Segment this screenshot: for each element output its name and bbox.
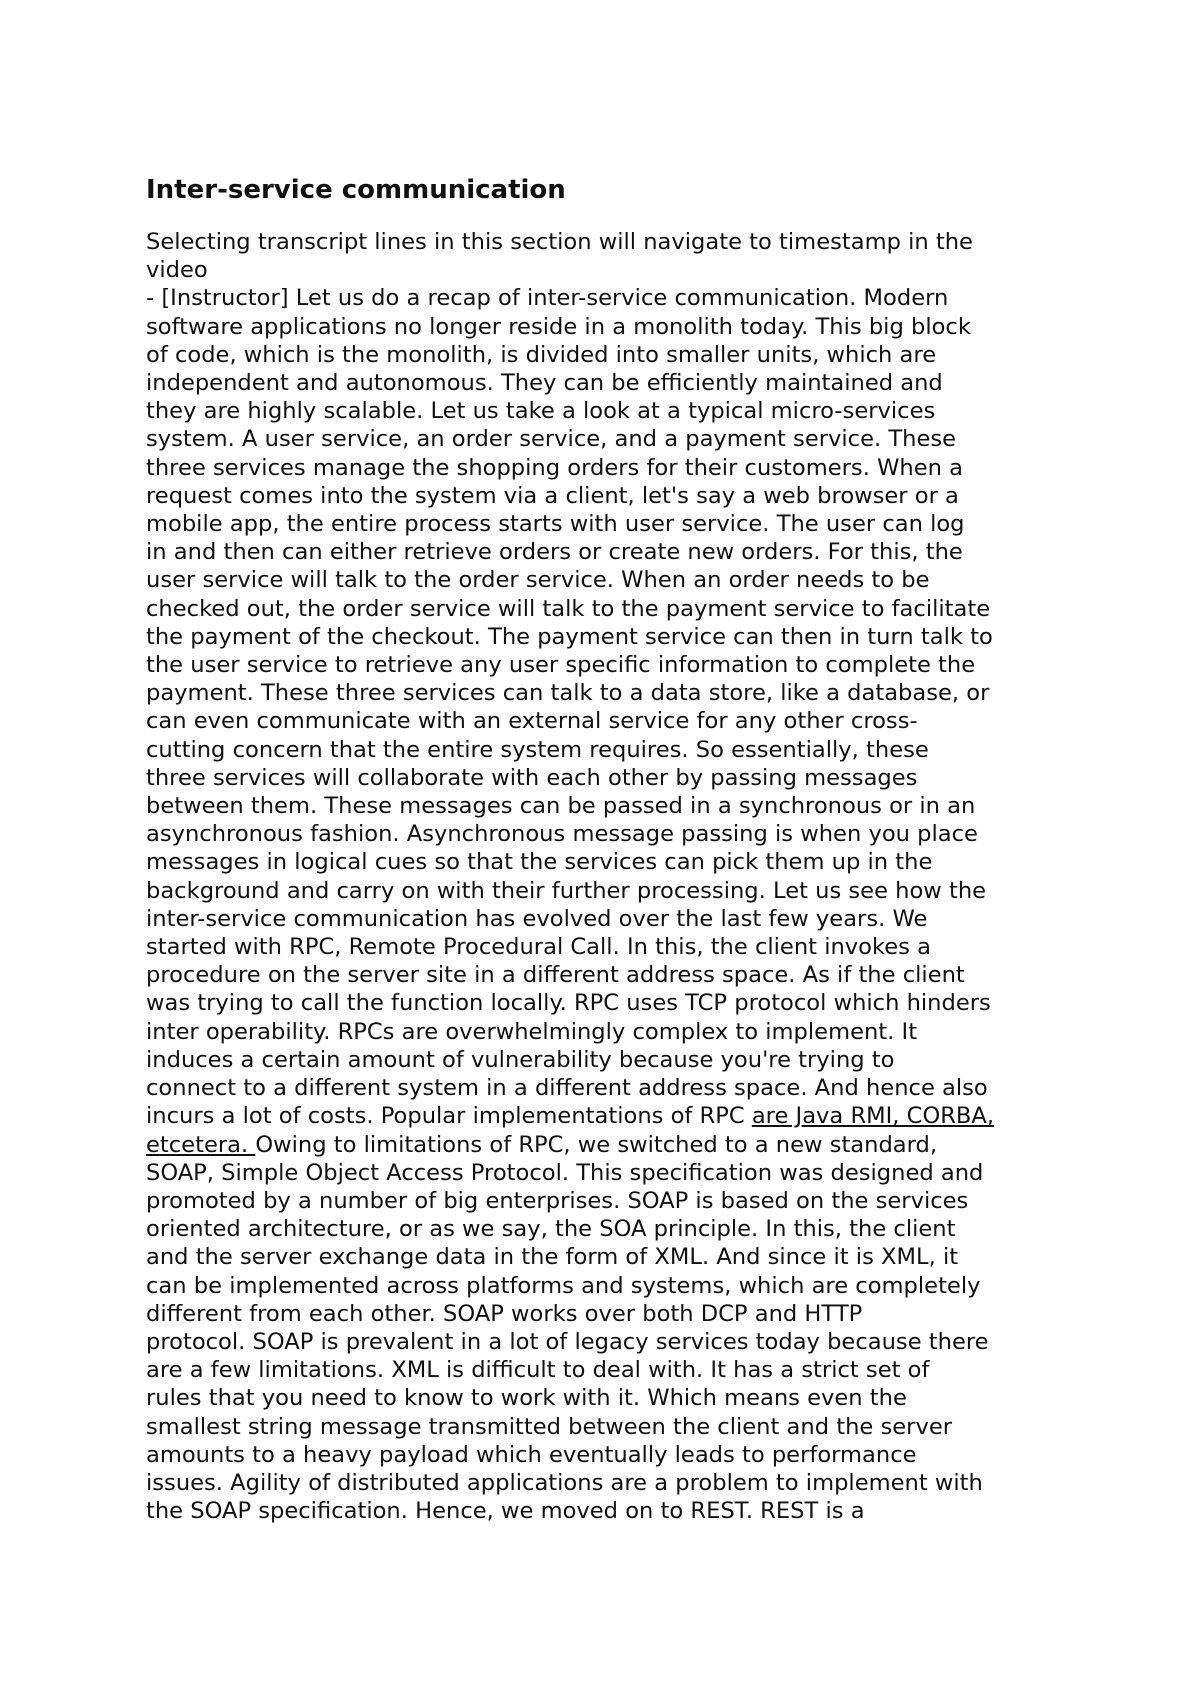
transcript-line-with-link [146, 1102, 1076, 1130]
transcript-line: protocol. SOAP is prevalent in a lot of legacy services today because there [146, 1328, 989, 1355]
transcript-line: and the server exchange data in the form of XML. And since it is XML, it [146, 1244, 959, 1271]
transcript-line: they are highly scalable. Let us take a look at a typical micro-services [146, 398, 936, 425]
transcript-line: checked out, the order service will talk to the payment service to facilitate [146, 595, 991, 622]
transcript-line: background and carry on with their further processing. Let us see how the [146, 877, 987, 904]
transcript-body [146, 284, 1076, 1525]
transcript-line: can even communicate with an external service for any other cross- [146, 708, 918, 735]
rpc-implementations-link[interactable]: are Java RMI, CORBA, [751, 1103, 995, 1130]
transcript-line: request comes into the system via a client, let's say a web browser or a [146, 482, 959, 509]
transcript-line: amounts to a heavy payload which eventually leads to performance [146, 1441, 917, 1468]
transcript-text: incurs a lot of costs. Popular implementations of RPC [146, 1103, 752, 1130]
transcript-line: inter-service communication has evolved over the last few years. We [146, 905, 928, 932]
transcript-line: rules that you need to know to work with it. Which means even the [146, 1385, 907, 1412]
transcript-line: asynchronous fashion. Asynchronous message passing is when you place [146, 821, 978, 848]
transcript-line: software applications no longer reside in a monolith today. This big block [146, 313, 971, 340]
transcript-line: issues. Agility of distributed applications are a problem to implement with [146, 1469, 983, 1496]
transcript-text: Owing to limitations of RPC, we switched to a new standard, [255, 1131, 938, 1158]
transcript-line: can be implemented across platforms and systems, which are completely [146, 1272, 981, 1299]
transcript-line: three services manage the shopping orders for their customers. When a [146, 454, 963, 481]
transcript-line: cutting concern that the entire system requires. So essentially, these [146, 736, 929, 763]
transcript-line: between them. These messages can be passed in a synchronous or in an [146, 793, 976, 820]
transcript-line: system. A user service, an order service, and a payment service. These [146, 426, 957, 453]
transcript-line-with-link [146, 1131, 1076, 1159]
transcript-note [146, 228, 1076, 284]
transcript-line: mobile app, the entire process starts with user service. The user can log [146, 511, 965, 538]
transcript-line: inter operability. RPCs are overwhelmingly complex to implement. It [146, 1018, 918, 1045]
transcript-line: user service will talk to the order service. When an order needs to be [146, 567, 930, 594]
transcript-line: was trying to call the function locally. RPC uses TCP protocol which hinders [146, 990, 991, 1017]
transcript-line: the user service to retrieve any user specific information to complete the [146, 652, 976, 679]
document-page [146, 170, 1076, 1525]
transcript-line: are a few limitations. XML is difficult to deal with. It has a strict set of [146, 1357, 930, 1384]
transcript-line: induces a certain amount of vulnerability because you're trying to [146, 1046, 895, 1073]
transcript-line: SOAP, Simple Object Access Protocol. This specification was designed and [146, 1159, 984, 1186]
transcript-line: of code, which is the monolith, is divided into smaller units, which are [146, 341, 937, 368]
transcript-line: smallest string message transmitted between the client and the server [146, 1413, 953, 1440]
transcript-line: connect to a different system in a different address space. And hence also [146, 1075, 988, 1102]
transcript-line: the SOAP specification. Hence, we moved on to REST. REST is a [146, 1498, 865, 1525]
transcript-line: procedure on the server site in a different address space. As if the client [146, 962, 965, 989]
transcript-line: three services will collaborate with each other by passing messages [146, 764, 918, 791]
transcript-line: messages in logical cues so that the services can pick them up in the [146, 849, 933, 876]
transcript-line: in and then can either retrieve orders or create new orders. For this, the [146, 539, 963, 566]
etcetera-link[interactable]: etcetera. [146, 1131, 256, 1158]
transcript-line: promoted by a number of big enterprises. SOAP is based on the services [146, 1187, 969, 1214]
transcript-line: the payment of the checkout. The payment service can then in turn talk to [146, 623, 993, 650]
page-title: Inter-service communication [146, 175, 566, 205]
transcript-line: payment. These three services can talk to a data store, like a database, or [146, 680, 990, 707]
transcript-line: - [Instructor] Let us do a recap of inter-service communication. Modern [146, 285, 949, 312]
transcript-line: started with RPC, Remote Procedural Call. In this, the client invokes a [146, 934, 931, 961]
transcript-note-line: Selecting transcript lines in this section will navigate to timestamp in the [146, 229, 973, 255]
transcript-line: independent and autonomous. They can be efficiently maintained and [146, 370, 943, 397]
transcript-note-line: video [146, 257, 208, 284]
transcript-line: oriented architecture, or as we say, the SOA principle. In this, the client [146, 1216, 956, 1243]
transcript-line: different from each other. SOAP works over both DCP and HTTP [146, 1300, 863, 1327]
